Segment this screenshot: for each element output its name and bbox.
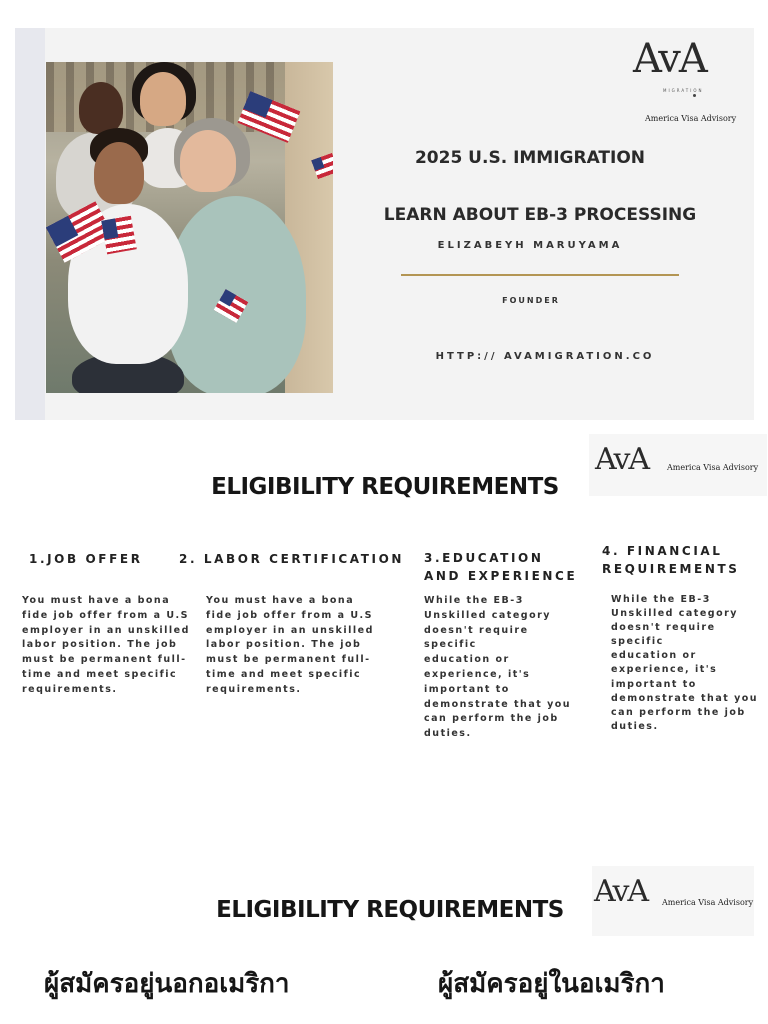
photo-teen-head xyxy=(94,142,144,204)
logo-subtext: MIGRATION xyxy=(663,88,704,93)
title-slide xyxy=(15,28,754,420)
logo-letters: AvA xyxy=(633,36,706,82)
ava-logo xyxy=(629,36,753,132)
photo-man-head xyxy=(79,82,123,134)
photo-older-woman-head xyxy=(180,130,236,192)
website-url[interactable]: HTTP:// AVAMIGRATION.CO xyxy=(435,351,655,362)
requirement-title: 4. FINANCIAL REQUIREMENTS xyxy=(602,544,740,576)
section-heading: ELIGIBILITY REQUIREMENTS xyxy=(216,897,564,923)
family-photo xyxy=(46,62,333,393)
applicant-outside-us-heading: ผู้สมัครอยู่นอกอเมริกา xyxy=(44,969,290,999)
logo-tagline: America Visa Advisory xyxy=(645,114,737,123)
requirement-description: You must have a bona fide job offer from a U.S employer in an unskilled labor position. The job must be permanent full- time and meet specific requirements. xyxy=(22,595,190,695)
logo-dot xyxy=(693,94,696,97)
author-role: FOUNDER xyxy=(502,296,560,305)
requirement-description: While the EB-3 Unskilled category doesn't require specific education or experience, it's important to demonstrate that you can perform the job duties. xyxy=(424,595,572,740)
logo-tagline: America Visa Advisory xyxy=(667,463,759,472)
author-name: ELIZABEYH MARUYAMA xyxy=(437,240,623,251)
requirement-description: You must have a bona fide job offer from a U.S employer in an unskilled labor position. The job must be permanent full- time and meet specific requirements. xyxy=(206,595,374,695)
slide-title-line-2: LEARN ABOUT EB-3 PROCESSING xyxy=(383,205,697,225)
slide-title-line-1: 2025 U.S. IMMIGRATION xyxy=(414,148,646,168)
ava-logo xyxy=(592,866,754,936)
requirement-description: While the EB-3 Unskilled category doesn't require specific education or experience, it's important to demonstrate that you can perform the job duties. xyxy=(611,594,759,732)
divider-rule xyxy=(401,274,679,276)
requirement-title: 2. LABOR CERTIFICATION xyxy=(179,552,405,566)
section-heading: ELIGIBILITY REQUIREMENTS xyxy=(211,474,559,500)
requirement-title: 3.EDUCATION AND EXPERIENCE xyxy=(424,551,578,583)
left-accent-strip xyxy=(15,28,45,420)
ava-logo xyxy=(589,434,767,496)
logo-letters: AvA xyxy=(595,442,649,477)
logo-tagline: America Visa Advisory xyxy=(662,898,754,907)
requirement-title: 1.JOB OFFER xyxy=(29,552,143,566)
logo-letters: AvA xyxy=(594,874,648,909)
us-flag-icon xyxy=(101,216,136,255)
applicant-inside-us-heading: ผู้สมัครอยู่ในอเมริกา xyxy=(438,969,665,999)
photo-woman-head xyxy=(140,72,186,126)
